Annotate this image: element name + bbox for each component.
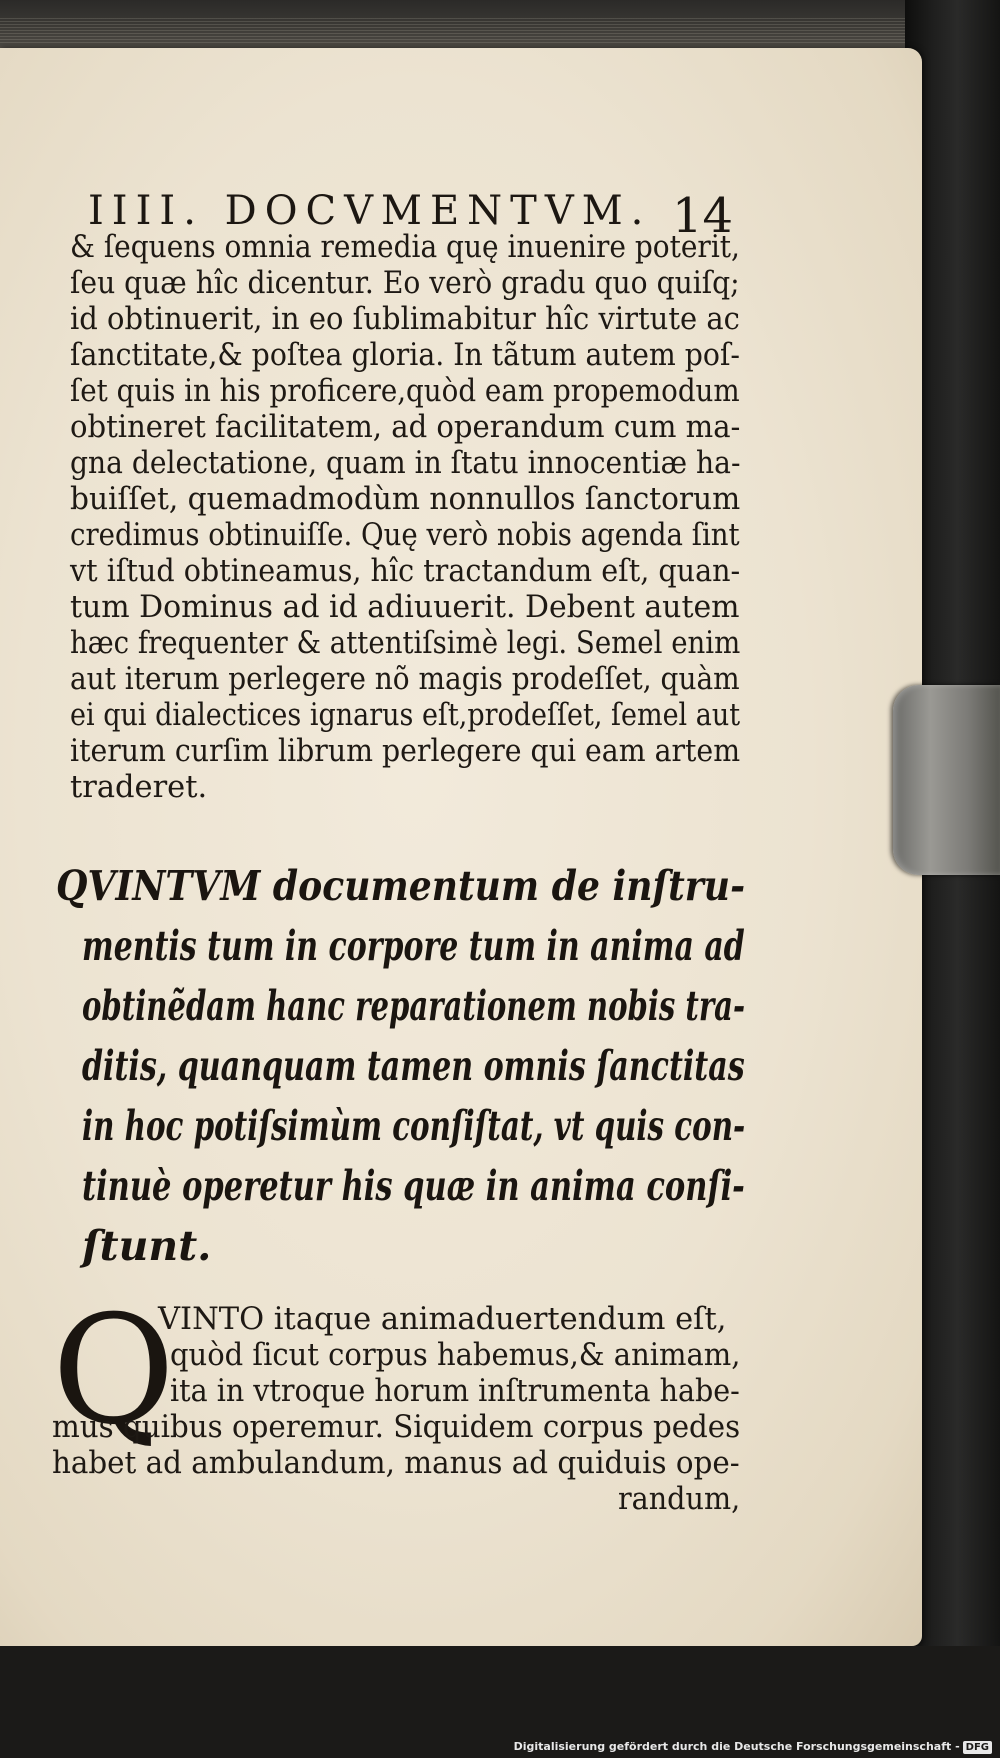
text-line: id obtinuerit, in eo ſublimabitur hîc virtute ac [70,302,740,337]
text-line: obtineret facilitatem, ad operandum cum ma- [70,410,741,445]
text-line: VINTO itaque animaduertendum eſt, [158,1302,727,1337]
drop-cap: Q [52,1284,175,1458]
heading-line: obtinẽdam hanc reparationem nobis tra- [82,982,746,1030]
text-line: habet ad ambulandum, manus ad quiduis ope- [52,1446,740,1481]
text-line: traderet. [70,770,208,805]
book-page [0,48,922,1646]
page-number: 14 [672,188,734,244]
heading-line: in hoc potiſsimùm conſiſtat, vt quis con- [82,1102,746,1150]
running-head: IIII. DOCVMENTVM. [88,188,652,234]
text-line: quòd ſicut corpus habemus,& animam, [170,1338,741,1373]
text-line: ſet quis in his proficere,quòd eam propemodum [70,374,740,409]
heading-line: ſtunt. [82,1222,212,1270]
text-line: & ſequens omnia remedia quę inuenire poterit, [70,230,740,265]
text-line: iterum curſim librum perlegere qui eam artem [70,734,741,769]
text-line: credimus obtinuiſſe. Quę verò nobis agenda ſint [70,518,740,553]
metal-clasp [893,685,1000,875]
heading-line: QVINTVM documentum de inſtru- [56,862,746,910]
credit-text: Digitalisierung gefördert durch die Deutsche Forschungsgemeinschaft - [513,1740,960,1753]
heading-line: mentis tum in corpore tum in anima ad [82,922,745,970]
text-line: buiſſet, quemadmodùm nonnullos ſanctorum [70,482,741,517]
digitization-credit [514,1740,992,1754]
text-line: ei qui dialectices ignarus eſt,prodeſſet, ſemel aut [70,698,741,733]
text-line: ſeu quæ hîc dicentur. Eo verò gradu quo quiſq; [70,266,740,301]
dfg-logo: DFG [963,1741,992,1754]
text-line: ſanctitate,& poſtea gloria. In tãtum autem poſ- [70,338,741,373]
text-line: vt iſtud obtineamus, hîc tractandum eſt, quan- [70,554,741,589]
heading-line: tinuè operetur his quæ in anima conſi- [82,1162,745,1210]
heading-line: ditis, quanquam tamen omnis ſanctitas [82,1042,745,1090]
text-line: hæc frequenter & attentiſsimè legi. Semel enim [70,626,741,661]
text-line: gna delectatione, quam in ſtatu innocentiæ ha- [70,446,741,481]
text-line: tum Dominus ad id adiuuerit. Debent autem [70,590,740,625]
text-line: randum, [618,1482,741,1517]
text-line: mus quibus operemur. Siquidem corpus pedes [52,1410,741,1445]
text-line: aut iterum perlegere nõ magis prodeſſet, quàm [70,662,740,697]
text-line: ita in vtroque horum inſtrumenta habe- [170,1374,740,1409]
